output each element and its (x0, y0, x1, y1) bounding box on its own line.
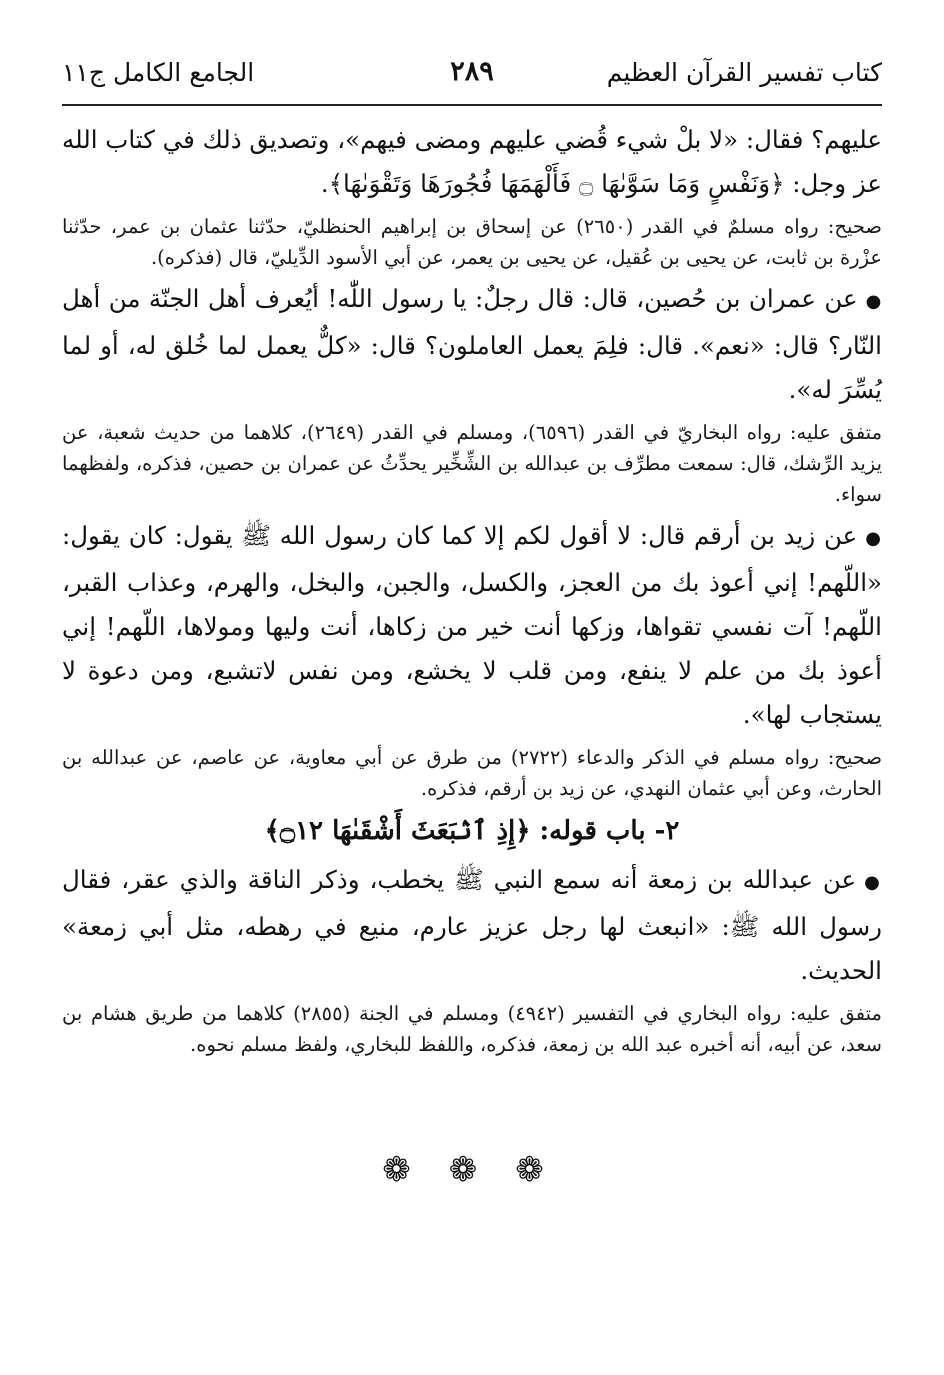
hadith-paragraph (62, 514, 882, 737)
closing-ornament (0, 1150, 944, 1190)
hadith-source-note (62, 742, 882, 804)
verse-paragraph (62, 118, 882, 206)
hadith-paragraph (62, 277, 882, 412)
bullet-icon: ● (864, 872, 882, 893)
flower-ornament-icon: ❁ (382, 1150, 429, 1190)
chapter-heading (62, 808, 882, 854)
page-number: ٢٨٩ (450, 56, 494, 87)
paragraph-text: عليهم؟ فقال: «لا بلْ شيء قُضي عليهم ومضى فيهم»، وتصديق ذلك في كتاب الله عز وجل: ﴿وَنَفْسٍ وَمَا سَوَّىٰهَا ۝ فَأَلْهَمَهَا فُجُورَهَا وَتَقْوَىٰهَا﴾. (62, 125, 883, 198)
note-text: متفق عليه: رواه البخاريّ في القدر (٦٥٩٦)، ومسلم في القدر (٢٦٤٩)، كلاهما من حديث شعبة، عن يزيد الرِّشك، قال: سمعت مطرِّف بن عبدالله بن الشِّخِّير يحدِّثُ عن عمران بن حصين، فذكره، ولفظهما سواء. (62, 421, 883, 506)
bullet-icon: ● (865, 528, 882, 549)
book-title: كتاب تفسير القرآن العظيم (606, 58, 882, 87)
page-body (62, 118, 882, 1064)
hadith-source-note (62, 211, 882, 273)
paragraph-text: عن زيد بن أرقم قال: لا أقول لكم إلا كما كان رسول الله ﷺ يقول: كان يقول: «اللّهم! إني أعوذ بك من العجز، والكسل، والجبن، والبخل، والهرم، وعذاب القبر، اللّهم! آت نفسي تقواها، وزكها أنت خير من زكاها، أنت وليها ومولاها، اللّهم! إني أعوذ بك من علم لا ينفع، ومن قلب لا يخشع، ومن نفس لاتشبع، ومن دعوة لا يستجاب لها». (62, 521, 882, 729)
flower-ornament-icon: ❁ (448, 1150, 496, 1190)
hadith-paragraph (62, 858, 882, 993)
bullet-icon: ● (865, 291, 882, 312)
paragraph-text: عن عبدالله بن زمعة أنه سمع النبي ﷺ يخطب، وذكر الناقة والذي عقر، فقال رسول الله ﷺ: «انبعث لها رجل عزيز عارم، منيع في رهطه، مثل أبي زمعة» الحديث. (62, 865, 882, 985)
heading-text: ٢- باب قوله: ﴿إِذِ ٱنۢبَعَثَ أَشْقَىٰهَا ۝١٢﴾ (264, 816, 680, 846)
hadith-source-note (62, 417, 882, 510)
note-text: متفق عليه: رواه البخاري في التفسير (٤٩٤٢) ومسلم في الجنة (٢٨٥٥) كلاهما من طريق هشام بن سعد، عن أبيه، أنه أخبره عبد الله بن زمعة، فذكره، واللفظ للبخاري، ولفظ مسلم نحوه. (62, 1002, 882, 1056)
hadith-source-note (62, 998, 882, 1060)
header-rule (62, 104, 882, 106)
note-text: صحيح: رواه مسلم في الذكر والدعاء (٢٧٢٢) من طرق عن أبي معاوية، عن عاصم، عن عبدالله بن الحارث، وعن أبي عثمان النهدي، عن زيد بن أرقم، فذكره. (62, 746, 882, 800)
page-header (62, 52, 882, 98)
volume-label: الجامع الكامل ج١١ (62, 58, 255, 87)
paragraph-text: عن عمران بن حُصين، قال: قال رجلٌ: يا رسول اللّٰه! أيُعرف أهل الجنّة من أهل النّار؟ قال: «نعم». قال: فلِمَ يعمل العاملون؟ قال: «كلٌّ يعمل لما خُلق له، أو لما يُسِّرَ له». (62, 284, 882, 404)
flower-ornament-icon: ❁ (515, 1150, 562, 1190)
note-text: صحيح: رواه مسلمٌ في القدر (٢٦٥٠) عن إسحاق بن إبراهيم الحنظليّ، حدّثنا عثمان بن عمر، حدّثنا عزْرة بن ثابت، عن يحيى بن عُقيل، عن يحيى بن يعمر، عن أبي الأسود الدِّيليّ، قال (فذكره). (62, 215, 882, 269)
